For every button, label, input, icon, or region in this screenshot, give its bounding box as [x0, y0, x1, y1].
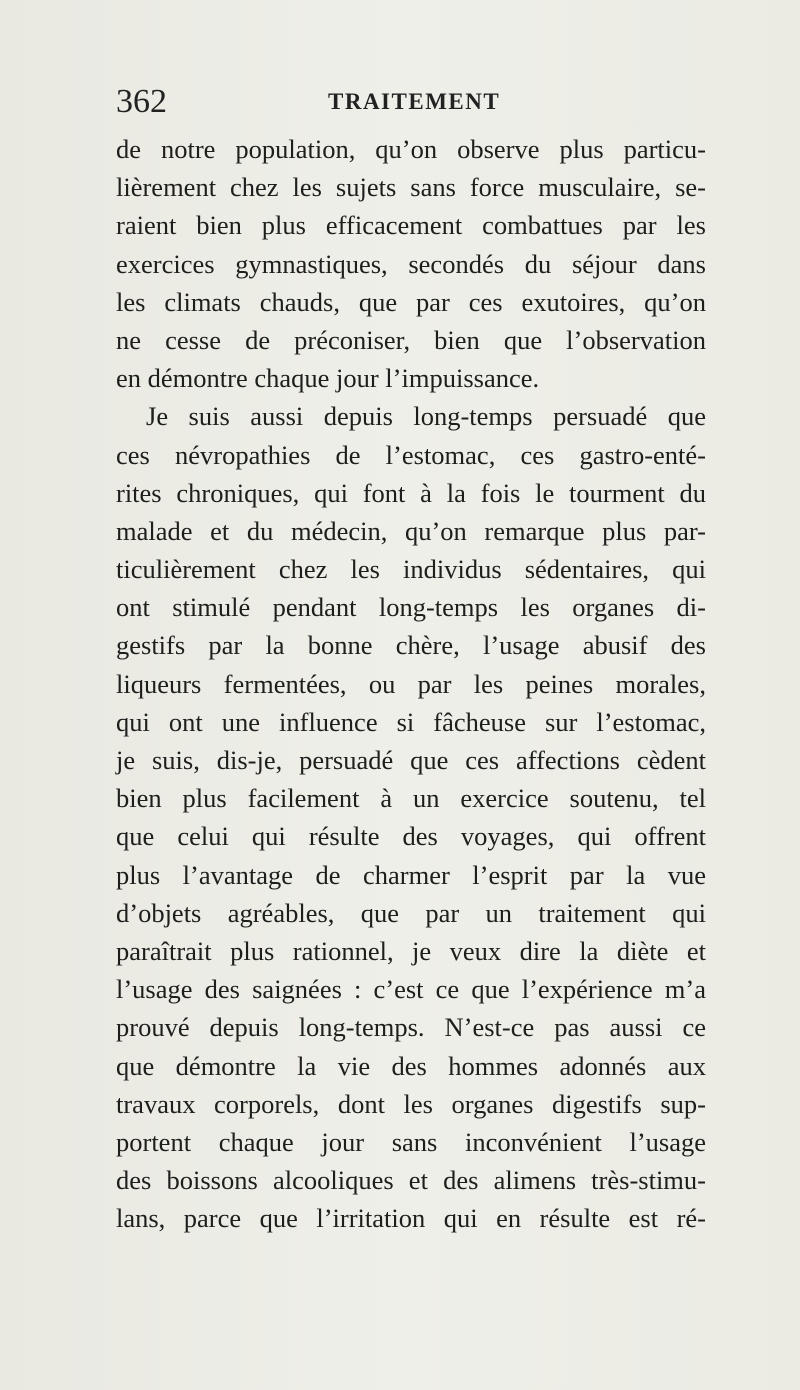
text-line: raient bien plus efficacement combattues par les	[116, 210, 706, 241]
text-line: exercices gymnastiques, secondés du séjour dans	[116, 248, 706, 279]
text-line: l’usage des saignées : c’est ce que l’expérience m’a	[116, 974, 706, 1005]
text-line: ont stimulé pendant long-temps les organes di-	[116, 592, 706, 623]
text-line: portent chaque jour sans inconvénient l’usage	[116, 1126, 706, 1157]
text-line: lans, parce que l’irritation qui en résulte est ré-	[116, 1203, 706, 1234]
text-line: ne cesse de préconiser, bien que l’observation	[116, 324, 706, 355]
text-line: Je suis aussi depuis long-temps persuadé que	[146, 401, 706, 432]
text-line: des boissons alcooliques et des alimens très-stimu-	[116, 1165, 706, 1196]
running-head	[116, 80, 676, 124]
text-line: paraîtrait plus rationnel, je veux dire la diète et	[116, 935, 706, 966]
text-line: qui ont une influence si fâcheuse sur l’estomac,	[116, 706, 706, 737]
text-line: que celui qui résulte des voyages, qui offrent	[116, 821, 706, 852]
text-line: je suis, dis-je, persuadé que ces affections cèdent	[116, 745, 706, 775]
text-line: ticulièrement chez les individus sédentaires, qui	[116, 554, 706, 585]
text-line: les climats chauds, que par ces exutoires, qu’on	[116, 286, 706, 317]
page-number: 362	[116, 83, 167, 120]
section-title: TRAITEMENT	[328, 89, 501, 114]
text-line: malade et du médecin, qu’on remarque plus par-	[116, 515, 706, 546]
text-line: travaux corporels, dont les organes digestifs sup-	[116, 1088, 706, 1119]
text-line: en démontre chaque jour l’impuissance.	[116, 363, 540, 394]
text-line: d’objets agréables, que par un traitement qui	[116, 897, 706, 928]
text-line: prouvé depuis long-temps. N’est-ce pas aussi ce	[116, 1012, 706, 1043]
text-line: lièrement chez les sujets sans force musculaire, se-	[116, 172, 706, 203]
text-line: plus l’avantage de charmer l’esprit par la vue	[116, 859, 706, 890]
text-line: rites chroniques, qui font à la fois le tourment du	[116, 477, 706, 508]
text-line: liqueurs fermentées, ou par les peines morales,	[116, 668, 706, 699]
text-line: de notre population, qu’on observe plus particu-	[116, 134, 706, 164]
text-line: gestifs par la bonne chère, l’usage abusif des	[116, 630, 706, 661]
text-line: ces névropathies de l’estomac, ces gastro-enté-	[116, 439, 706, 470]
text-line: que démontre la vie des hommes adonnés aux	[116, 1050, 706, 1081]
text-line: bien plus facilement à un exercice soutenu, tel	[116, 783, 706, 814]
body-text	[116, 130, 706, 1237]
